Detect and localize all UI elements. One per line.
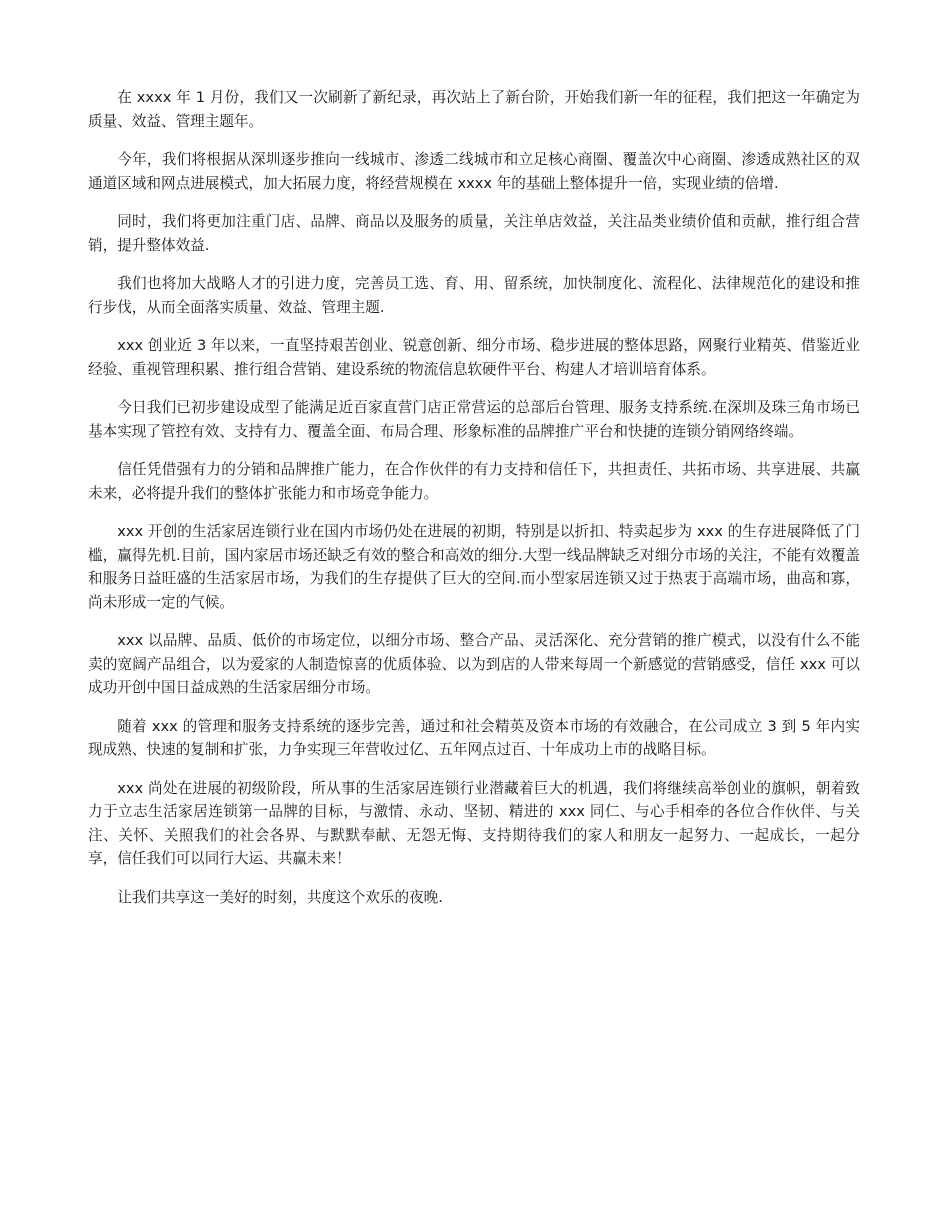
document-body — [88, 86, 860, 924]
paragraph-3: 同时，我们将更加注重门店、品牌、商品以及服务的质量，关注单店效益，关注品类业绩价值和贡献，推行组合营销，提升整体效益. — [88, 213, 860, 254]
paragraph-12: 让我们共享这一美好的时刻，共度这个欢乐的夜晚. — [117, 888, 443, 906]
paragraph-5: xxx 创业近 3 年以来，一直坚持艰苦创业、锐意创新、细分市场、稳步进展的整体思路，网聚行业精英、借鉴近业经验、重视管理积累、推行组合营销、建设系统的物流信息软硬件平台、构建人才培训培育体系。 — [88, 337, 860, 378]
paragraph-8: xxx 开创的生活家居连锁行业在国内市场仍处在进展的初期，特别是以折扣、特卖起步为 xxx 的生存进展降低了门槛，赢得先机.目前，国内家居市场还缺乏有效的整合和高效的细分.大型一线品牌缺乏对细分市场的关注，不能有效覆盖和服务日益旺盛的生活家居市场，为我们的生存提供了巨大的空间.而小型家居连锁又过于热衷于高端市场，曲高和寡，尚未形成一定的气候。 — [88, 523, 860, 611]
paragraph-7: 信任凭借强有力的分销和品牌推广能力，在合作伙伴的有力支持和信任下，共担责任、共拓市场、共享进展、共赢未来，必将提升我们的整体扩张能力和市场竞争能力。 — [88, 461, 860, 502]
paragraph-11: xxx 尚处在进展的初级阶段，所从事的生活家居连锁行业潜藏着巨大的机遇，我们将继续高举创业的旗帜，朝着致力于立志生活家居连锁第一品牌的目标，与激情、永动、坚韧、精进的 xxx 同仁、与心手相牵的各位合作伙伴、与关注、关怀、关照我们的社会各界、与默默奉献、无怨无悔、支持期待我们的家人和朋友一起努力、一起成长，一起分享，信任我们可以同行大运、共赢未来！ — [88, 779, 860, 867]
paragraph-2: 今年，我们将根据从深圳逐步推向一线城市、渗透二线城市和立足核心商圈、覆盖次中心商圈、渗透成熟社区的双通道区域和网点进展模式，加大拓展力度，将经营规模在 xxxx 年的基础上整体提升一倍，实现业绩的倍增. — [88, 151, 860, 192]
paragraph-4: 我们也将加大战略人才的引进力度，完善员工选、育、用、留系统，加快制度化、流程化、法律规范化的建设和推行步伐，从而全面落实质量、效益、管理主题. — [88, 275, 860, 316]
paragraph-9: xxx 以品牌、品质、低价的市场定位，以细分市场、整合产品、灵活深化、充分营销的推广模式，以没有什么不能卖的宽阔产品组合，以为爱家的人制造惊喜的优质体验、以为到店的人带来每周一个新感觉的营销感受，信任 xxx 可以成功开创中国日益成熟的生活家居细分市场。 — [88, 632, 860, 696]
paragraph-10: 随着 xxx 的管理和服务支持系统的逐步完善，通过和社会精英及资本市场的有效融合，在公司成立 3 到 5 年内实现成熟、快速的复制和扩张，力争实现三年营收过亿、五年网点过百、十年成功上市的战略目标。 — [88, 717, 860, 758]
paragraph-6: 今日我们已初步建设成型了能满足近百家直营门店正常营运的总部后台管理、服务支持系统.在深圳及珠三角市场已基本实现了管控有效、支持有力、覆盖全面、布局合理、形象标准的品牌推广平台和快捷的连锁分销网络终端。 — [88, 399, 860, 440]
paragraph-1: 在 xxxx 年 1 月份，我们又一次刷新了新纪录，再次站上了新台阶，开始我们新一年的征程，我们把这一年确定为质量、效益、管理主题年。 — [88, 89, 860, 130]
